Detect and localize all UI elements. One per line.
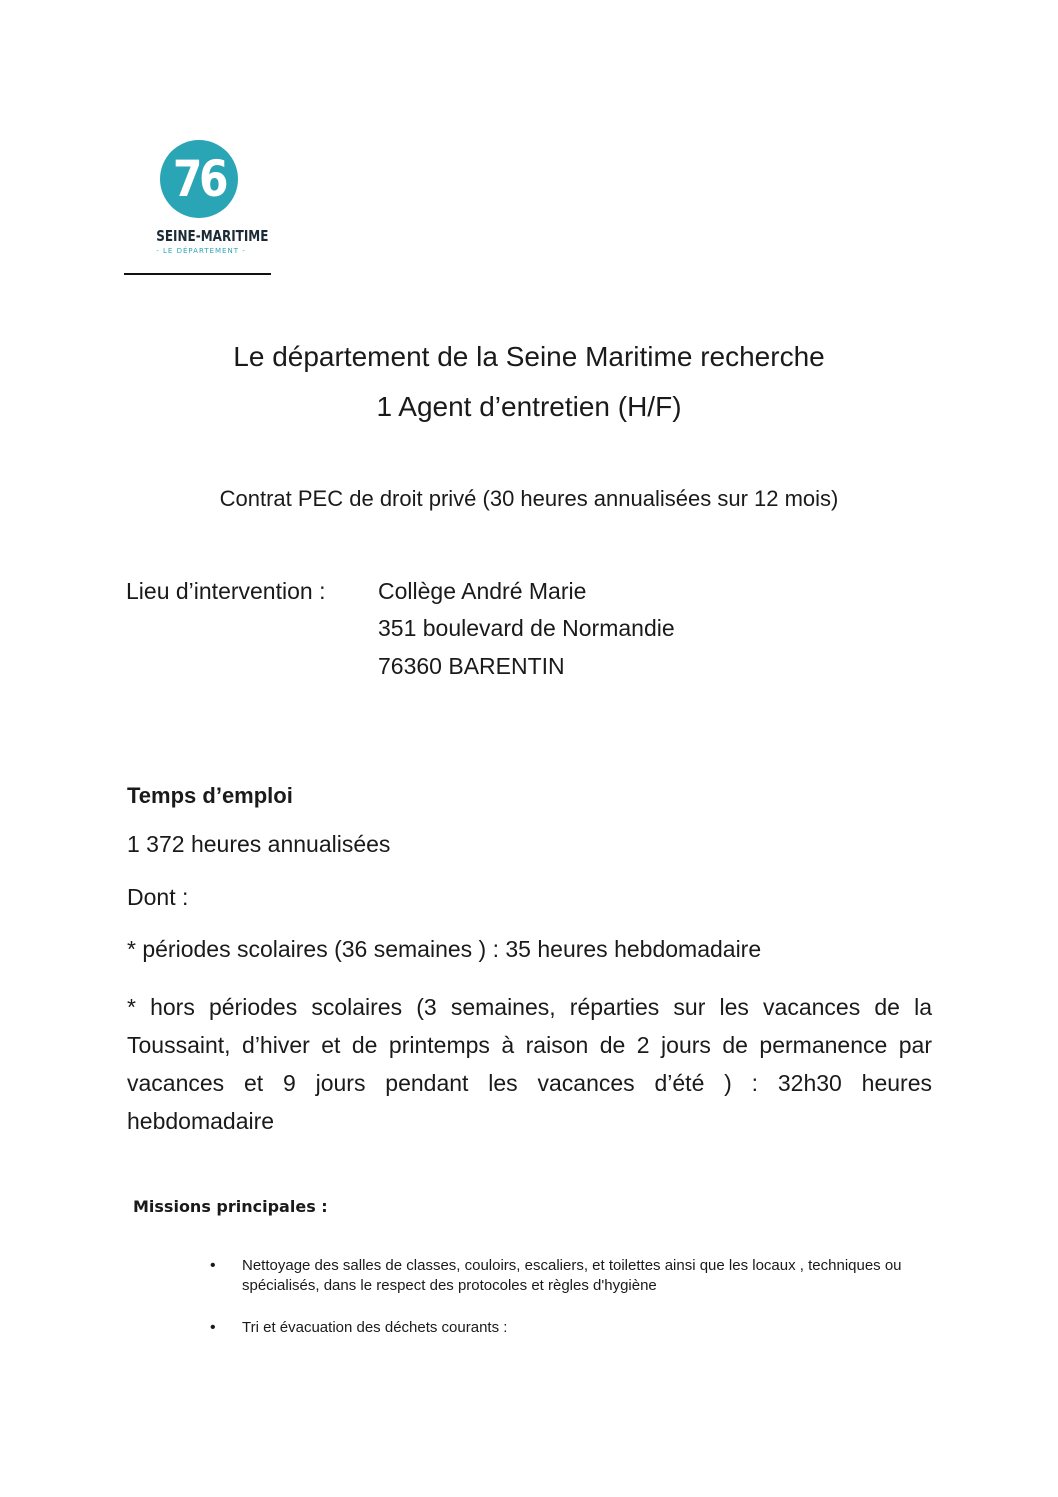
contract-type: Contrat PEC de droit privé (30 heures annualisées sur 12 mois) — [219, 486, 839, 511]
employment-heading: Temps d’emploi — [127, 783, 293, 808]
page-title-line2: 1 Agent d’entretien (H/F) — [376, 391, 682, 422]
department-logo — [145, 140, 269, 265]
missions-heading: Missions principales : — [133, 1197, 328, 1216]
bullet-icon: • — [210, 1319, 216, 1336]
school-periods: * périodes scolaires (36 semaines ) : 35 heures hebdomadaire — [127, 936, 762, 962]
location-line2: 351 boulevard de Normandie — [378, 615, 675, 641]
location-line1: Collège André Marie — [378, 578, 587, 604]
page-title-line1: Le département de la Seine Maritime recherche — [233, 341, 825, 372]
out-of-school-periods: * hors périodes scolaires (3 semaines, réparties sur les vacances de la Toussaint, d’hiver et de printemps à raison de 2 jours de permanence par vacances et 9 jours pendant les vacances d’été ) : 32h30 heures hebdomadaire — [127, 994, 932, 1134]
employment-dont: Dont : — [127, 884, 189, 910]
bullet-icon: • — [210, 1257, 216, 1274]
mission-item: Nettoyage des salles de classes, couloirs, escaliers, et toilettes ainsi que les locaux , techniques ou spécialisés, dans le respect des protocoles et règles d'hygiène — [242, 1257, 902, 1294]
logo-name: SEINE-MARITIME — [156, 227, 269, 245]
logo-number: 76 — [172, 150, 226, 208]
employment-total: 1 372 heures annualisées — [127, 831, 391, 857]
location-line3: 76360 BARENTIN — [378, 653, 565, 679]
logo-subtitle: - LE DÉPARTEMENT - — [156, 247, 246, 255]
mission-item: Tri et évacuation des déchets courants : — [242, 1319, 508, 1336]
logo-divider — [124, 273, 271, 275]
location-label: Lieu d’intervention : — [126, 578, 326, 604]
